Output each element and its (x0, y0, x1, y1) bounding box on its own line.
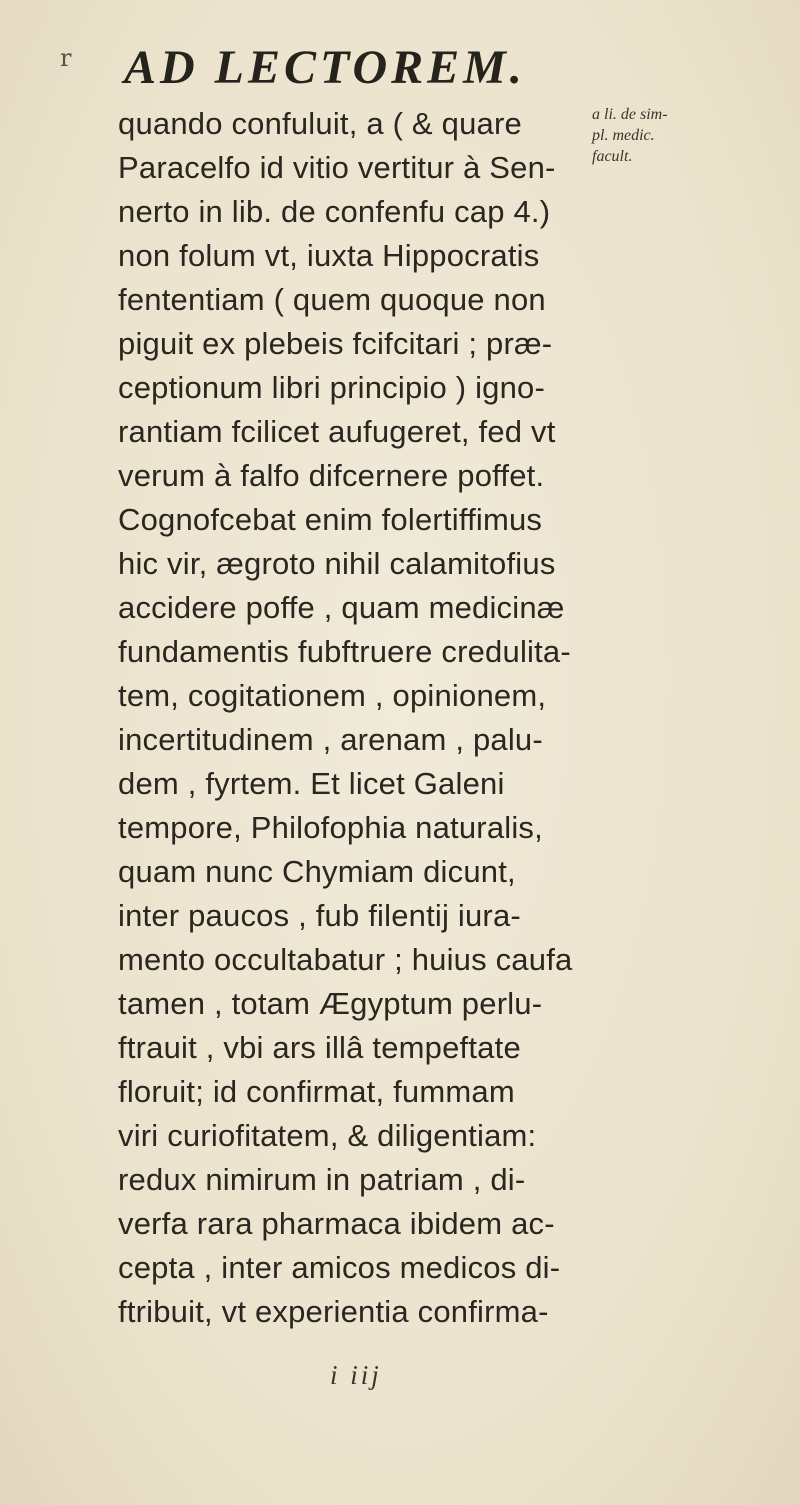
margin-note-line: a li. de sim- (592, 106, 668, 123)
text-line: mento occultabatur ; huius caufa (118, 942, 573, 977)
running-head: AD LECTOREM. (124, 41, 526, 94)
corner-mark: r (60, 44, 72, 72)
text-line: tamen , totam Ægyptum perlu- (118, 986, 543, 1021)
text-line: viri curiofitatem, & diligentiam: (118, 1118, 537, 1153)
text-line: cepta , inter amicos medicos di- (118, 1250, 561, 1285)
text-line: accidere poffe , quam medicinæ (118, 590, 565, 625)
text-line: fententiam ( quem quoque non (118, 282, 546, 317)
text-line: tem, cogitationem , opinionem, (118, 678, 547, 713)
text-line: fundamentis fubftruere credulita- (118, 634, 571, 669)
text-line: incertitudinem , arenam , palu- (118, 722, 543, 757)
text-line: hic vir, ægroto nihil calamitofius (118, 546, 556, 581)
body-text (118, 102, 588, 1334)
text-line: ceptionum libri principio ) igno- (118, 370, 546, 405)
text-line: tempore, Philofophia naturalis, (118, 810, 543, 845)
text-line: piguit ex plebeis fcifcitari ; præ- (118, 326, 553, 361)
text-line: verfa rara pharmaca ibidem ac- (118, 1206, 555, 1241)
text-line: nerto in lib. de confenfu cap 4.) (118, 194, 551, 229)
text-line: non folum vt, iuxta Hippocratis (118, 238, 540, 273)
margin-note-line: facult. (592, 148, 633, 165)
text-line: rantiam fcilicet aufugeret, fed vt (118, 414, 556, 449)
text-line: inter paucos , fub filentij iura- (118, 898, 521, 933)
margin-note-line: pl. medic. (592, 127, 655, 144)
text-line: verum à falfo difcernere poffet. (118, 458, 545, 493)
text-line: ftribuit, vt experientia confirma- (118, 1294, 549, 1329)
text-line: floruit; id confirmat, fummam (118, 1074, 515, 1109)
text-line: Cognofcebat enim folertiffimus (118, 502, 543, 537)
text-line: dem , fyrtem. Et licet Galeni (118, 766, 505, 801)
text-line: quando confuluit, a ( & quare (118, 106, 522, 141)
text-line: ftrauit , vbi ars illâ tempeftate (118, 1030, 521, 1065)
text-line: redux nimirum in patriam , di- (118, 1162, 526, 1197)
text-line: quam nunc Chymiam dicunt, (118, 854, 516, 889)
signature-mark: i iij (330, 1360, 382, 1390)
margin-note (592, 104, 792, 167)
text-line: Paracelfo id vitio vertitur à Sen- (118, 150, 556, 185)
